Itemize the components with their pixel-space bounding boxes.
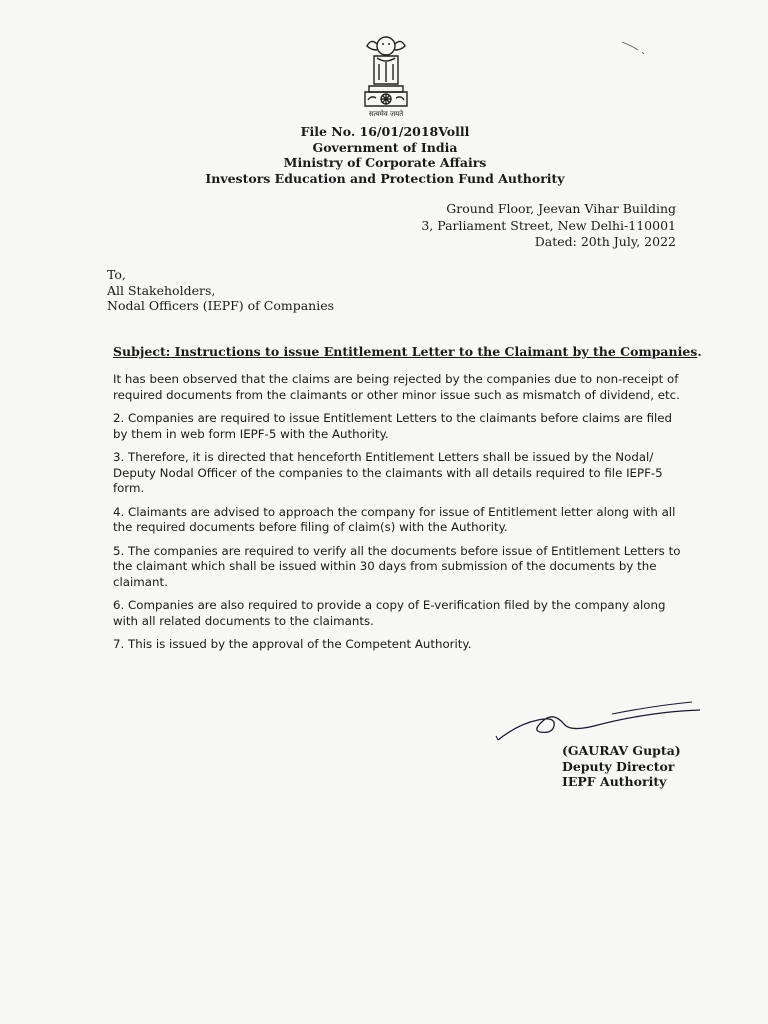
stray-mark [620, 40, 650, 56]
signatory-designation: Deputy Director [562, 758, 675, 774]
recipient-line-2: Nodal Officers (IEPF) of Companies [107, 298, 335, 313]
letter-date: Dated: 20th July, 2022 [534, 234, 676, 249]
subject-text: Subject: Instructions to issue Entitlement Letter to the Claimant by the Companies [113, 344, 698, 359]
ministry-name: Ministry of Corporate Affairs [283, 155, 487, 170]
signatory-office: IEPF Authority [562, 774, 667, 789]
paragraph-2: 2. Companies are required to issue Entitlement Letters to the claimants before claims are filed by them in web form IEPF-5 with the Authority. [113, 411, 673, 441]
recipient-block [107, 267, 334, 314]
subject-period: . [697, 344, 702, 359]
government-name: Government of India [312, 139, 458, 155]
sender-address [421, 201, 676, 251]
paragraph-5: 5. The companies are required to verify all the documents before issue of Entitlement Letters to the claimant which shall be issued within 30 days from submission of the documents by the claimant. [113, 543, 681, 589]
subject-line [113, 344, 702, 359]
letterhead [180, 124, 590, 186]
paragraph-1: It has been observed that the claims are being rejected by the companies due to non-receipt of required documents from the claimants or other minor issue such as mismatch of dividend, etc. [113, 372, 680, 402]
emblem-motto: सत्यमेव जयते [368, 110, 404, 118]
national-emblem-icon [355, 32, 417, 124]
to-label: To, [107, 267, 126, 282]
paragraph-3: 3. Therefore, it is directed that henceforth Entitlement Letters shall be issued by the Nodal/ Deputy Nodal Officer of the companies to the claimants with all details required to file IEPF-5 form. [113, 450, 663, 495]
signatory-name: (GAURAV Gupta) [562, 743, 681, 758]
paragraph-4: 4. Claimants are advised to approach the company for issue of Entitlement letter along with all the required documents before filing of claim(s) with the Authority. [113, 504, 676, 534]
address-line-2: 3, Parliament Street, New Delhi-110001 [421, 217, 676, 233]
letter-body [113, 372, 683, 661]
authority-name: Investors Education and Protection Fund Authority [205, 170, 565, 186]
signatory-block [562, 743, 681, 790]
paragraph-7: 7. This is issued by the approval of the Competent Authority. [113, 637, 472, 651]
handwritten-signature [492, 696, 722, 746]
address-line-1: Ground Floor, Jeevan Vihar Building [446, 201, 676, 216]
file-number: File No. 16/01/2018Volll [300, 124, 470, 139]
paragraph-6: 6. Companies are also required to provide a copy of E-verification filed by the company along with all related documents to the claimants. [113, 598, 666, 628]
recipient-line-1: All Stakeholders, [107, 282, 216, 298]
